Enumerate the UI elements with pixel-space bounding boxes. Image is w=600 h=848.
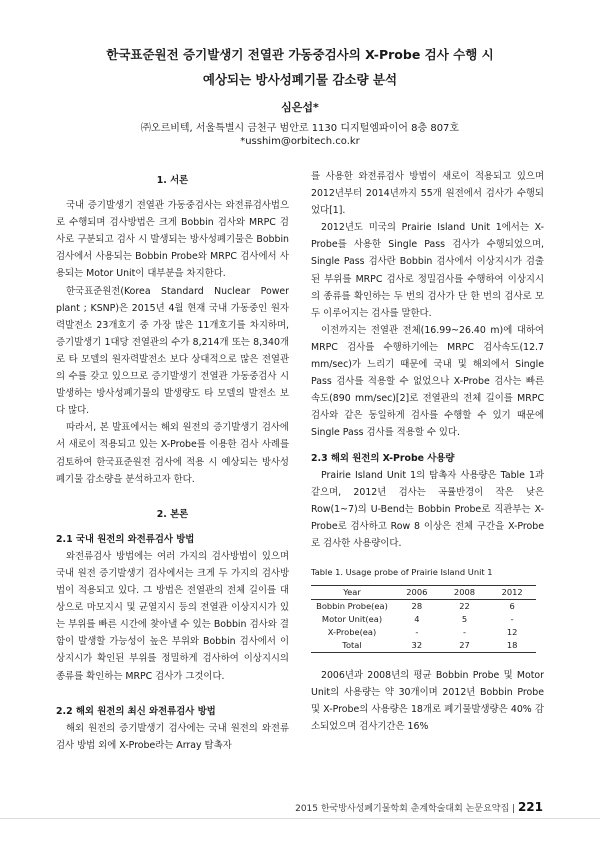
- table-caption: Table 1. Usage probe of Prairie Island Unit 1: [311, 567, 493, 578]
- table-cell: 32: [393, 639, 441, 653]
- subsection-heading-2-1: 2.1 국내 원전의 와전류검사 방법: [56, 533, 195, 545]
- table-cell: 5: [461, 614, 468, 625]
- right-column: [311, 168, 544, 736]
- paper-title-line1: 한국표준원전 증기발생기 전열관 가동중검사의 X-Probe 검사 수행 시: [106, 47, 494, 62]
- paragraph: 이전까지는 전열관 전체(16.99~26.40 m)에 대하여 MRPC 검사를 수행하기에는 MRPC 검사속도(12.7 mm/sec)가 느리기 때문에 국내 및 해외에서 Single Pass 검사를 적용할 수 없었으나 X-Probe 검사는 빠른 속도(890 mm/sec)[2]로 전열관의 전체 길이를 MRPC 검사와 같은 동일하게 검사를 수행할 수 있기 때문에 Single Pass 검사를 적용할 수 있다.: [311, 324, 544, 439]
- table-cell: -: [510, 614, 514, 625]
- page-footer: [0, 800, 543, 814]
- bottom-rule: [0, 818, 600, 819]
- table-cell: 4: [414, 614, 420, 625]
- section-heading-body: 2. 본론: [156, 508, 189, 520]
- table-cell: Motor Unit(ea): [321, 614, 383, 625]
- paragraph: 해외 원전의 증기발생기 검사에는 국내 원전의 와전류검사 방법 외에 X-Probe라는 Array 탐촉자: [56, 722, 289, 751]
- paragraph: 2006년과 2008년의 평균 Bobbin Probe 및 Motor Unit의 사용량는 약 30개이며 2012년 Bobbin Probe 및 X-Probe의 사용량은 18개로 폐기물발생량은 40% 감소되었으며 검사기간은 16%: [311, 670, 544, 733]
- subsection-heading-2-3: 2.3 해외 원전의 X-Probe 사용량: [311, 452, 455, 464]
- footer-separator: |: [512, 804, 518, 814]
- table-header-cell: 2012: [488, 586, 536, 600]
- paragraph: 국내 증기발생기 전열관 가동중검사는 와전류검사법으로 수행되며 검사방법은 크게 Bobbin 검사와 MRPC 검사로 구분되고 검사 시 발생되는 방사성폐기물은 Bobbin 검사에서 사용되는 Bobbin Probe와 MRPC 검사에서 사용되는 Motor Unit이 대부분을 차지한다.: [56, 200, 289, 280]
- table-cell: X-Probe(ea): [327, 627, 377, 638]
- paragraph: 를 사용한 와전류검사 방법이 새로이 적용되고 있으며 2012년부터 2014년까지 55개 원전에서 검사가 수행되었다[1].: [311, 171, 544, 217]
- table-row: [311, 613, 536, 626]
- paragraph: 와전류검사 방법에는 여러 가지의 검사방법이 있으며 국내 원전 증기발생기 검사에서는 크게 두 가지의 검사방법이 적용되고 있다. 그 방법은 전열관의 전체 길이를 대상으로 마모지시 및 균열지시 등의 전열관 이상지시가 있는 부위를 빠른 시간에 찾아낼 수 있는 Bobbin 검사와 결함이 발생할 가능성이 높은 부위와 Bobbin 검사에서 이상지시가 확인된 부위를 정밀하게 검사하여 이상지시의 종류를 확인하는 MRPC 검사가 그것이다.: [56, 550, 289, 682]
- section-heading-intro: 1. 서론: [156, 175, 189, 186]
- paragraph: 따라서, 본 발표에서는 해외 원전의 증기발생기 검사에서 새로이 적용되고 있는 X-Probe를 이용한 검사 사례를 검토하여 한국표준원전 검사에 적용 시 예상되는 방사성폐기물 감소량을 분석하고자 한다.: [56, 422, 289, 485]
- table-cell: 28: [411, 601, 423, 612]
- email: *usshim@orbitech.co.kr: [240, 136, 360, 147]
- table-row: [311, 600, 536, 614]
- page-number: 221: [517, 800, 543, 814]
- affiliation: ㈜오르비텍, 서울특별시 금천구 범안로 1130 디지털엠파이어 8층 807호: [140, 123, 460, 134]
- subsection-heading-2-2: 2.2 해외 원전의 최신 와전류검사 방법: [56, 705, 216, 717]
- table-row: [311, 639, 536, 653]
- table-cell: 18: [488, 639, 536, 653]
- table-header-cell: 2008: [441, 586, 489, 600]
- paragraph: 한국표준원전(Korea Standard Nuclear Power plant ; KSNP)은 2015년 4월 현재 국내 가동중인 원자력발전소 23개호기 중 가장 많은 11개호기를 차지하며, 증기발생기 1대당 전열관의 수가 8,214개 또는 8,340개로 타 모델의 원자력발전소 보다 상대적으로 많은 전열관의 수를 갖고 있으므로 증기발생기 전열관 가동중검사 시 발생하는 방사성폐기물의 발생량도 타 모델의 발전소 보다 많다.: [56, 285, 289, 417]
- table-header-row: [311, 586, 536, 600]
- table-row: [311, 626, 536, 639]
- table-header-cell: 2006: [393, 586, 441, 600]
- table-cell: -: [462, 627, 466, 638]
- table-cell: Bobbin Probe(ea): [316, 601, 388, 612]
- table-cell: Total: [311, 639, 393, 653]
- paragraph: Prairie Island Unit 1의 탐촉자 사용량은 Table 1과 같으며, 2012년 검사는 곡률반경이 작은 낮은 Row(1~7)의 U-Bend는 Bobbin Probe로 직관부는 X-Probe로 검사하고 Row 8 이상은 전체 구간을 X-Probe로 검사한 사용량이다.: [311, 469, 544, 549]
- table-cell: 6: [509, 601, 515, 612]
- paragraph: 2012년도 미국의 Prairie Island Unit 1에서는 X-Probe를 사용한 Single Pass 검사가 수행되었으며, Single Pass 검사란 Bobbin 검사에서 이상지시가 검출된 부위를 MRPC 검사로 정밀검사를 수행하여 이상지시의 종류를 확인하는 두 번의 검사가 단 한 번의 검사로 모두 이루어지는 검사를 말한다.: [311, 222, 544, 319]
- table-cell: 12: [506, 627, 518, 638]
- usage-table: [311, 585, 536, 653]
- table-cell: 22: [459, 601, 470, 612]
- author: 심은섭*: [281, 101, 319, 114]
- left-column: [56, 168, 289, 754]
- table-cell: 27: [441, 639, 489, 653]
- paper-title-line2: 예상되는 방사성폐기물 감소량 분석: [202, 72, 398, 87]
- footer-text: 2015 한국방사성폐기물학회 춘계학술대회 논문요약집: [295, 804, 513, 814]
- table-header-cell: Year: [311, 586, 393, 600]
- table-cell: -: [415, 627, 419, 638]
